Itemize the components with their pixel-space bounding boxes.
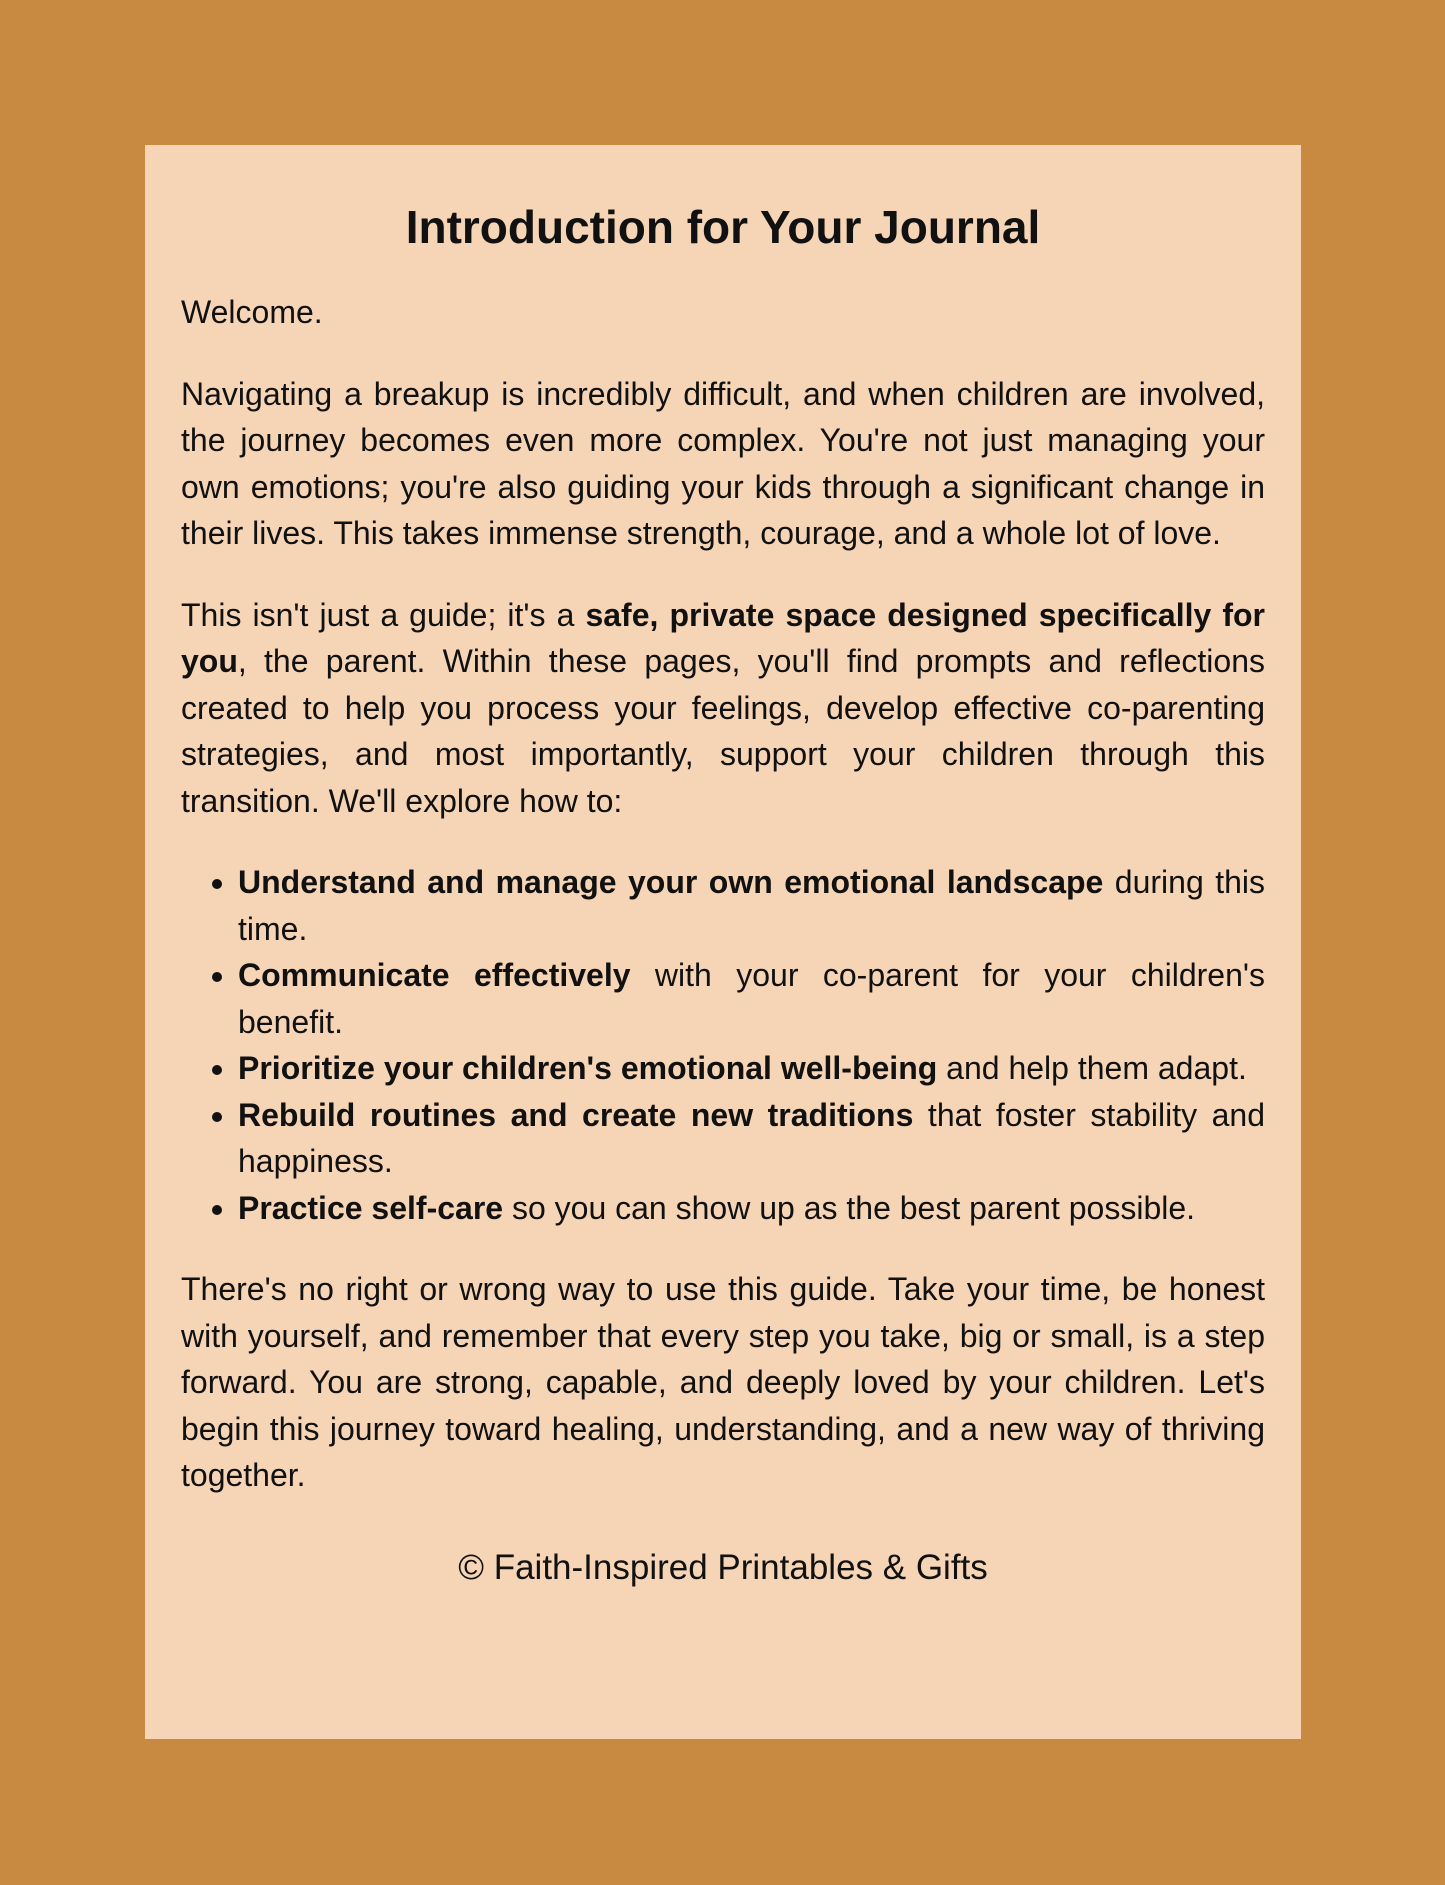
list-item — [238, 1185, 1265, 1232]
list-item-text: so you can show up as the best parent possible. — [503, 1189, 1196, 1226]
list-item — [238, 1092, 1265, 1185]
purpose-paragraph — [181, 592, 1265, 825]
purpose-text-start: This isn't just a guide; it's a — [181, 596, 586, 633]
list-item — [238, 859, 1265, 952]
journal-page — [145, 145, 1301, 1739]
list-item-emphasis: Rebuild routines and create new traditions — [238, 1096, 914, 1133]
list-item-emphasis: Practice self-care — [238, 1189, 504, 1226]
purpose-emphasis: safe, private space designed specifically for you — [181, 596, 1266, 679]
list-item-text: that foster stability and happiness. — [238, 1096, 1266, 1179]
list-item-text: with your co-parent for your children's benefit. — [238, 957, 1266, 1040]
welcome-text: Welcome. — [181, 294, 323, 330]
copyright-footer: © Faith-Inspired Printables & Gifts — [458, 1547, 988, 1587]
list-item-text: during this time. — [238, 864, 1266, 947]
intro-paragraph: Navigating a breakup is incredibly difficult, and when children are involved, the journey becomes even more complex. You're not just managing your own emotions; you're also guiding your kids through a significant change in their lives. This takes immense strength, courage, and a whole lot of love. — [181, 375, 1265, 551]
list-item-emphasis: Prioritize your children's emotional well-being — [238, 1050, 938, 1086]
list-item-text: and help them adapt. — [937, 1050, 1247, 1086]
list-item-emphasis: Understand and manage your own emotional landscape — [238, 864, 1104, 900]
list-item-emphasis: Communicate effectively — [238, 957, 631, 993]
closing-paragraph: There's no right or wrong way to use this guide. Take your time, be honest with yourself, and remember that every step you take, big or small, is a step forward. You are strong, capable, and deeply loved by your children. Let's begin this journey toward healing, understanding, and a new way of thriving together. — [181, 1271, 1265, 1493]
list-item — [238, 1045, 1265, 1092]
purpose-text-end: , the parent. Within these pages, you'll find prompts and reflections created to help you process your feelings, develop effective co-parenting strategies, and most importantly, support your children through this transition. We'll explore how to: — [181, 643, 1265, 819]
list-item — [238, 952, 1265, 1045]
explore-list — [181, 859, 1265, 1231]
page-title: Introduction for Your Journal — [405, 201, 1041, 253]
